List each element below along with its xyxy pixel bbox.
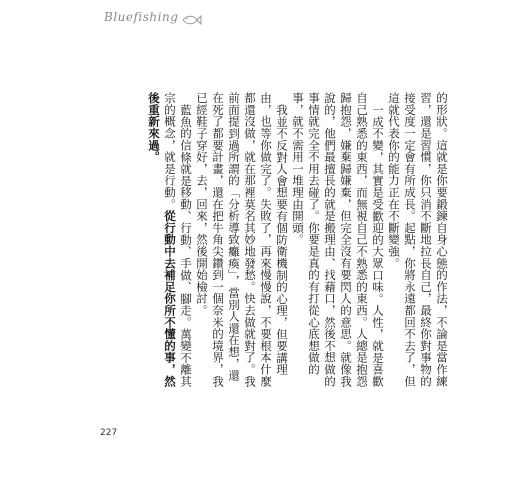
- paragraph-2: 一成不變，其實是受歡迎的大眾口味。人性，就是喜歡自己熟悉的東西，而無視自己不熟悉的東西。人總是抱怨歸抱怨，嫌棄歸嫌棄，但完全沒有要閃人的意思。就像我說的，他們最擅長的就是搬理由、找藉口，然後不想做的事情就完全不用去碰了。你要是真的有打從心底想做的事，就不需用一堆理由開頭。: [291, 92, 385, 387]
- paragraph-4: [146, 92, 194, 392]
- page-number: 227: [100, 428, 118, 438]
- paragraph-3: 我並不反對人會想要有個防衛機制的心理，但要講理由，也等你做完了。失敗了，再來慢慢說，不要根本什麼都還沒做，就在那裡莫名其妙地發愁。快去做就對了。我前面提到過所謂的「分析導致癱瘓」，當別人還在想，還在死了都要計畫，還在把牛角尖鑽到一個奈米的境界，我已經鞋子穿好，去，回來，然後開始檢討。: [195, 92, 289, 387]
- fish-icon: [182, 11, 202, 23]
- running-header: [104, 10, 202, 24]
- paragraph-1: 的形狀。這就是你要鍛鍊自身心態的作法，不論是當作練習，還是習慣，你只消不斷地拉長自己，最終你對事物的接受度一定會有所成長。起點，你將永遠都回不去了，但這就代表你的能力正在不斷變強。: [387, 92, 449, 387]
- paragraph-4-text: 藍魚的信條就是移動、行動、手做、腳走。萬變不離其宗的概念，就是行動。: [163, 92, 193, 387]
- running-header-title: Bluefishing: [104, 10, 179, 24]
- body-text: [130, 92, 450, 392]
- paragraph-4-emphasis: 從行動中去補足你所不懂的事，然後重新來過。: [147, 92, 177, 387]
